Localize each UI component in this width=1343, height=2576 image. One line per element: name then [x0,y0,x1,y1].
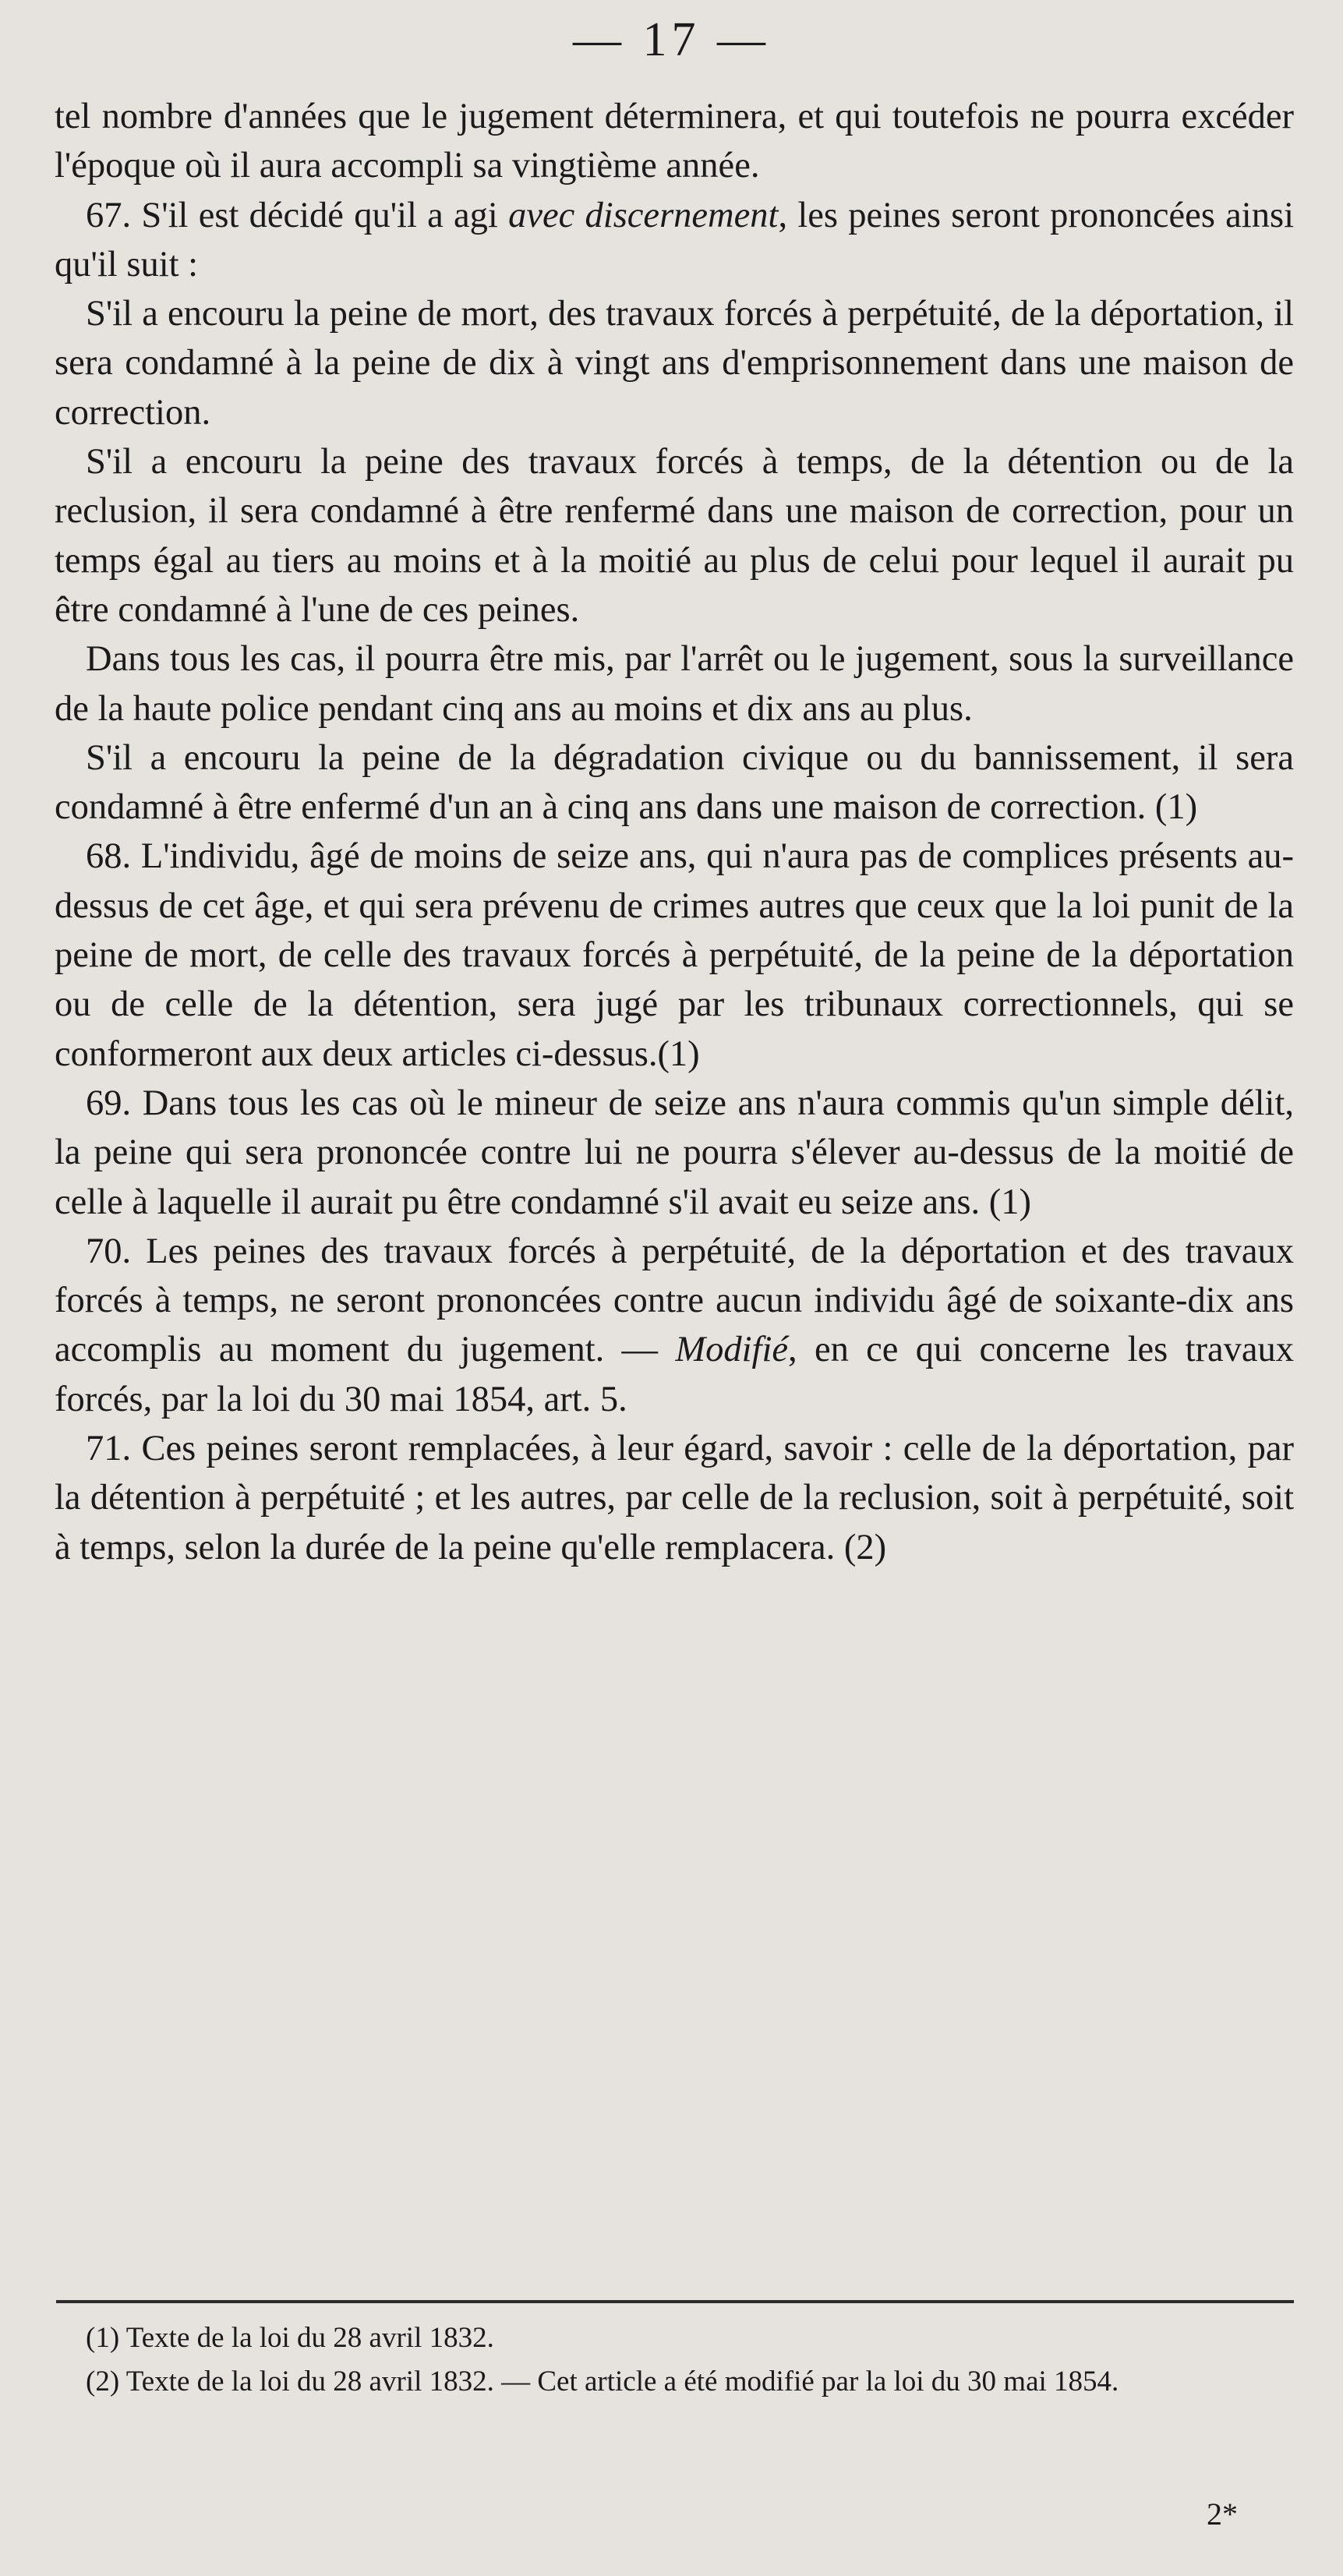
article-67-text-start: 67. S'il est décidé qu'il a agi [86,195,509,235]
paragraph-article-70 [55,1227,1294,1424]
footnote-divider [56,2300,1294,2303]
paragraph-temporary-penalty-case: S'il a encouru la peine des travaux forcés à temps, de la détention ou de la reclusion, il sera condamné à être renfermé dans une maison de correction, pour un temps égal au tiers au moins et à la moitié au plus de celui pour lequel il aurait pu être condamné à l'une de ces peines. [55,442,1294,630]
paragraph-article-67 [55,191,1294,290]
paragraph-surveillance: Dans tous les cas, il pourra être mis, par l'arrêt ou le jugement, sous la surveillance de la haute police pendant cinq ans au moins et dix ans au plus. [55,639,1294,729]
article-70-text-start: 70. Les peines des travaux forcés à perpétuité, de la déportation et des travaux forcés à temps, ne seront prononcées contre aucun individu âgé de soixante-dix ans accomplis au moment du jugement. — [55,1231,1294,1370]
paragraph-continuation: tel nombre d'années que le jugement déterminera, et qui toutefois ne pourra excéder l'époque où il aura accompli sa vingtième année. [55,97,1294,186]
paragraph-article-69: 69. Dans tous les cas où le mineur de seize ans n'aura commis qu'un simple délit, la peine qui sera prononcée contre lui ne pourra s'élever au-dessus de la moitié de celle à laquelle il aurait pu être condamné s'il avait eu seize ans. (1) [55,1083,1294,1222]
footnote-1: (1) Texte de la loi du 28 avril 1832. [86,2322,494,2354]
signature-mark: 2* [1207,2496,1238,2532]
article-67-text-end: , les peines seront prononcées ainsi qu'il suit : [55,195,1294,284]
footnotes [55,2321,1294,2399]
paragraph-civic-degradation: S'il a encouru la peine de la dégradation civique ou du bannissement, il sera condamné à être enfermé d'un an à cinq ans dans une maison de correction. (1) [55,737,1294,828]
page-number: — 17 — [573,13,770,66]
article-70-emphasis: Modifié [675,1330,789,1370]
article-67-emphasis: avec discernement [508,195,779,235]
paragraph-article-68: 68. L'individu, âgé de moins de seize ans, qui n'aura pas de complices présents au-dessus de cet âge, et qui sera prévenu de crimes autres que ceux que la loi punit de la peine de mort, de celle des travaux forcés à perpétuité, de la peine de la déportation ou de celle de la détention, sera jugé par les tribunaux correctionnels, qui se conformeront aux deux articles ci-dessus.(1) [55,836,1294,1074]
body-text [55,92,1294,1572]
paragraph-article-71: 71. Ces peines seront remplacées, à leur égard, savoir : celle de la déportation, par la détention à perpétuité ; et les autres, par celle de la reclusion, soit à perpétuité, soit à temps, selon la durée de la peine qu'elle remplacera. (2) [55,1429,1294,1567]
footnote-2: (2) Texte de la loi du 28 avril 1832. — Cet article a été modifié par la loi du 30 mai 1854. [86,2366,1119,2398]
article-70-text-end: , en ce qui concerne les travaux forcés, par la loi du 30 mai 1854, art. 5. [55,1330,1295,1419]
paragraph-death-penalty-case: S'il a encouru la peine de mort, des travaux forcés à perpétuité, de la déportation, il sera condamné à la peine de dix à vingt ans d'emprisonnement dans une maison de correction. [55,294,1294,433]
